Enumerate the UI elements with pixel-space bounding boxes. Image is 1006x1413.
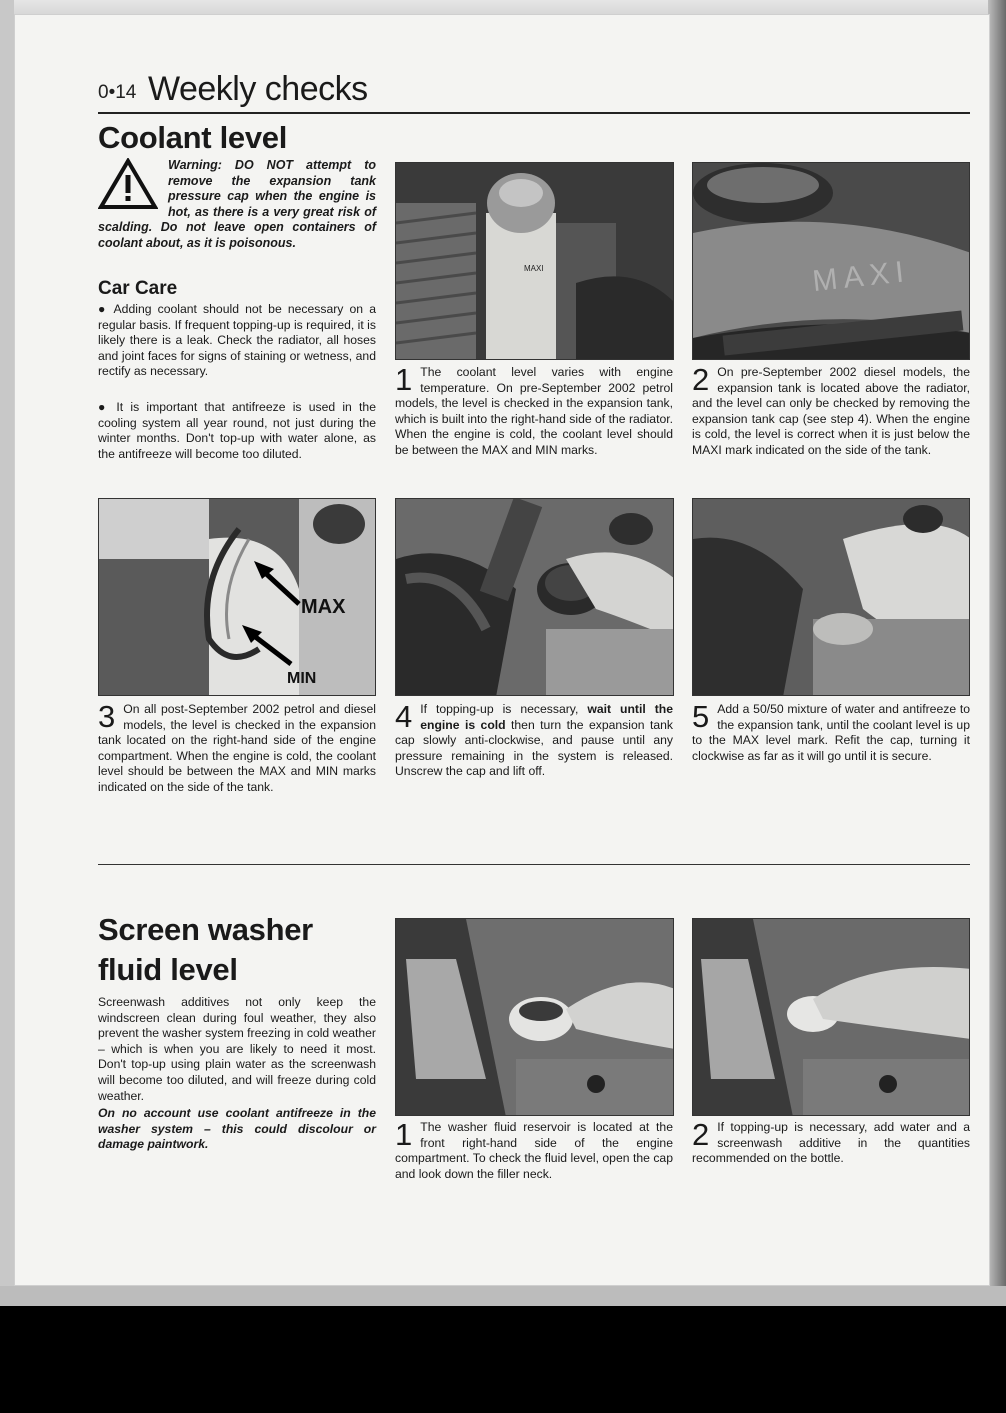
step-number: 4 bbox=[395, 699, 413, 734]
photo-coolant-step-2 bbox=[692, 162, 970, 360]
step-text: The coolant level varies with engine temperature. On pre-September 2002 petrol models, the level is checked in the expansion tank, which is built into the right-hand side of the radiator. When the engine is cold, the coolant level should be between the MAX and MIN marks. bbox=[395, 365, 673, 457]
header-rule bbox=[98, 112, 970, 114]
coolant-step-5-caption bbox=[692, 699, 970, 764]
step-text: The washer fluid reservoir is located at the front right-hand side of the engine compartment. To check the fluid level, open the cap and look down the filler neck. bbox=[395, 1120, 673, 1181]
page-header-title: Weekly checks bbox=[148, 70, 368, 108]
photo-label-maxi-small: MAXI bbox=[524, 264, 544, 273]
coolant-step-1-caption bbox=[395, 362, 673, 459]
photo-washer-step-1 bbox=[395, 918, 674, 1116]
coolant-step-4-caption bbox=[395, 699, 673, 780]
step-number: 3 bbox=[98, 699, 116, 734]
step-number: 1 bbox=[395, 362, 413, 397]
photo-washer-step-2 bbox=[692, 918, 970, 1116]
step-number: 1 bbox=[395, 1117, 413, 1152]
step-text-emphasis: wait until the engine is cold bbox=[420, 702, 673, 732]
page-number: 0•14 bbox=[98, 82, 137, 103]
photo-coolant-step-5 bbox=[692, 498, 970, 696]
photo-label-max: MAX bbox=[301, 596, 346, 618]
step-text: If topping-up is necessary, add water and a screenwash additive in the quantities recommended on the bottle. bbox=[692, 1120, 970, 1166]
coolant-step-2-caption bbox=[692, 362, 970, 459]
coolant-section-title: Coolant level bbox=[98, 120, 288, 155]
car-care-bullet-2: ● It is important that antifreeze is used in the cooling system all year round, not just during the winter months. Don't top-up with water alone, as the antifreeze will become too diluted. bbox=[98, 400, 376, 461]
photo-coolant-step-3 bbox=[98, 498, 376, 696]
car-care-bullet-1: ● Adding coolant should not be necessary on a regular basis. If frequent topping-up is required, it is likely there is a leak. Check the radiator, all hoses and joint faces for signs of staining or wetness, and rectify as necessary. bbox=[98, 302, 376, 379]
step-text-lead: If topping-up is necessary, bbox=[420, 702, 588, 716]
photo-label-min: MIN bbox=[287, 670, 317, 687]
step-text: then turn the expansion tank cap slowly anti-clockwise, and pause until any pressure remaining in the system is released. Unscrew the cap and lift off. bbox=[395, 717, 673, 779]
scan-edge-bottom bbox=[0, 1286, 1006, 1306]
scan-background bbox=[0, 1306, 1006, 1413]
step-text: On all post-September 2002 petrol and diesel models, the level is checked in the expansion tank located on the right-hand side of the engine compartment. When the engine is cold, the coolant level should be between the MAX and MIN marks indicated on the side of the tank. bbox=[98, 702, 376, 794]
step-number: 2 bbox=[692, 362, 710, 397]
coolant-warning bbox=[98, 158, 376, 252]
coolant-warning-text: Warning: DO NOT attempt to remove the expansion tank pressure cap when the engine is hot, as there is a very great risk of scalding. Do not leave open containers of coolant about, as it is poisonous. bbox=[98, 158, 376, 250]
step-text: Add a 50/50 mixture of water and antifreeze to the expansion tank, until the coolant level is up to the MAX level mark. Refit the cap, turning it clockwise as far as it will go until it is secure. bbox=[692, 702, 970, 763]
washer-warning: On no account use coolant antifreeze in the washer system – this could discolour or damage paintwork. bbox=[98, 1106, 376, 1152]
step-number: 5 bbox=[692, 699, 710, 734]
warning-icon bbox=[98, 158, 168, 210]
washer-step-2-caption bbox=[692, 1117, 970, 1167]
photo-coolant-step-4 bbox=[395, 498, 674, 696]
step-number: 2 bbox=[692, 1117, 710, 1152]
car-care-heading: Car Care bbox=[98, 278, 178, 299]
coolant-step-3-caption bbox=[98, 699, 376, 796]
washer-section-title: Screen washer fluid level bbox=[98, 912, 313, 987]
scan-edge-right bbox=[988, 0, 1006, 1300]
washer-step-1-caption bbox=[395, 1117, 673, 1182]
step-text: On pre-September 2002 diesel models, the expansion tank is located above the radiator, and the level can only be checked by removing the expansion tank cap (see step 4). When the engine is cold, the level is correct when it is just below the MAXI mark indicated on the side of the tank. bbox=[692, 365, 970, 457]
washer-intro: Screenwash additives not only keep the windscreen clean during foul weather, they also prevent the washer system freezing in cold weather – which is when you are likely to need it most. Don't top-up using plain water as the screenwash will become too diluted, and will freeze during cold weather. bbox=[98, 995, 376, 1103]
scan-edge-left bbox=[0, 0, 14, 1300]
photo-label-maxi: MAXI bbox=[810, 255, 912, 299]
photo-coolant-step-1 bbox=[395, 162, 674, 360]
section-divider bbox=[98, 864, 970, 865]
